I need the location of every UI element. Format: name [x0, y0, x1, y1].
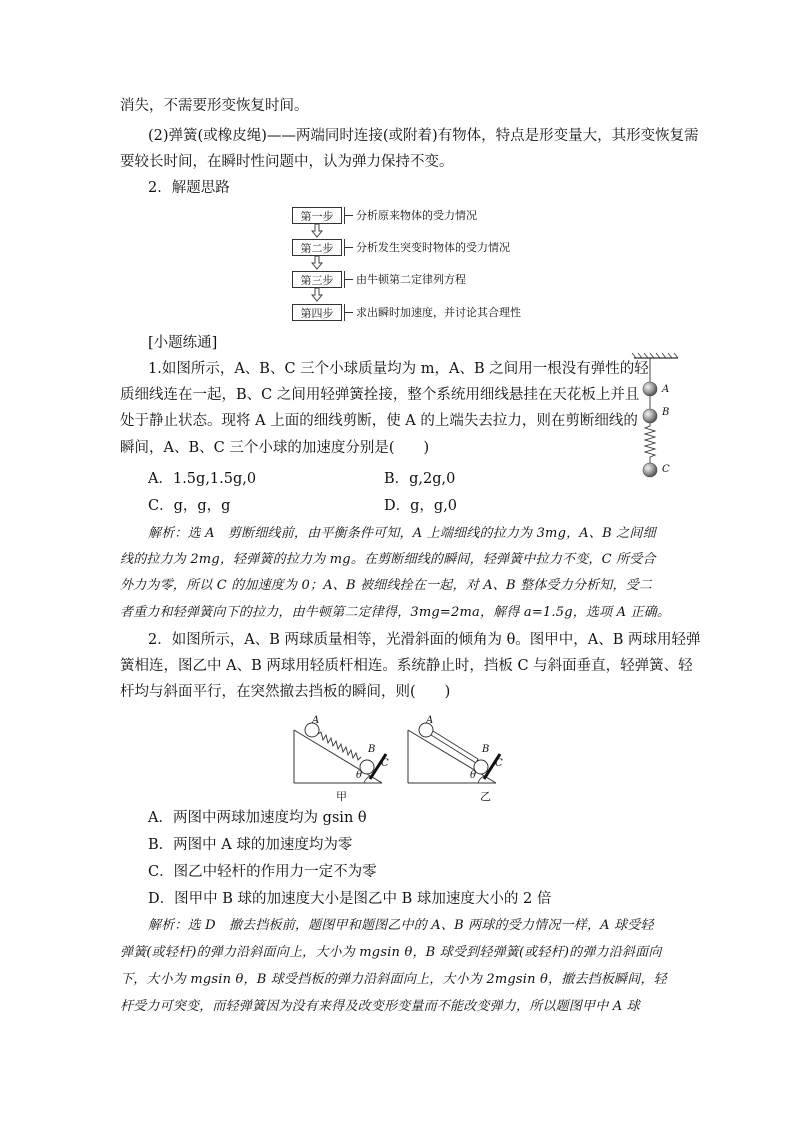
section-heading: 2．解题思路 [148, 180, 230, 196]
figure-label-b: B [368, 744, 376, 755]
down-arrow-icon [311, 256, 323, 270]
question-2-text: 2．如图所示，A、B 两球质量相等，光滑斜面的倾角为 θ。图甲中，A、B 两球用轻弹 [148, 632, 701, 648]
option-d: D．图甲中 B 球的加速度大小是图乙中 B 球加速度大小的 2 倍 [148, 891, 552, 907]
option-c: C．g，g，g [148, 498, 231, 514]
question-1-text: 瞬间，A、B、C 三个小球的加速度分别是( ) [120, 440, 430, 456]
flow-step-4: 第四步 [292, 304, 342, 321]
flow-step-1: 第一步 [292, 207, 342, 224]
analysis-text: 弹簧(或轻杆)的弹力沿斜面向上，大小为 mgsin θ，B 球受到轻弹簧(或轻杆)的弹力沿斜面向 [120, 945, 662, 960]
question-2-text: 簧相连，图乙中 A、B 两球用轻质杆相连。系统静止时，挡板 C 与斜面垂直，轻弹簧、轻 [120, 658, 693, 674]
flow-step-2: 第二步 [292, 239, 342, 256]
analysis-text: 杆受力可突变，而轻弹簧因为没有来得及改变形变量而不能改变弹力，所以题图甲中 A 球 [120, 999, 640, 1014]
down-arrow-icon [311, 288, 323, 302]
ball-label-b: B [662, 407, 670, 418]
question-1-text: 处于静止状态。现将 A 上面的细线剪断，使 A 的上端失去拉力，则在剪断细线的 [120, 413, 638, 429]
practice-header: [小题练通] [148, 335, 218, 351]
flow-step-3: 第三步 [292, 271, 342, 288]
flow-step-4-desc: 求出瞬时加速度，并讨论其合理性 [356, 306, 521, 319]
figure-label-a: A [312, 715, 320, 726]
figure-label-b: B [482, 744, 490, 755]
paragraph-text: 消失，不需要形变恢复时间。 [120, 98, 309, 114]
figure-caption-jia: 甲 [336, 790, 347, 803]
figure-label-theta: θ [470, 770, 477, 781]
figure-label-c: C [381, 758, 389, 769]
analysis-text: 解析：选 A 剪断细线前，由平衡条件可知，A 上端细线的拉力为 3mg，A、B 之间细 [148, 526, 656, 541]
down-arrow-icon [311, 224, 323, 238]
analysis-text: 线的拉力为 2mg，轻弹簧的拉力为 mg。在剪断细线的瞬间，轻弹簧中拉力不变，C 所受合 [120, 552, 656, 567]
figure-label-theta: θ [356, 770, 363, 781]
flow-step-2-desc: 分析发生突变时物体的受力情况 [356, 241, 510, 254]
option-a: A．1.5g,1.5g,0 [148, 471, 257, 487]
flow-step-1-desc: 分析原来物体的受力情况 [356, 209, 477, 222]
option-b: B．g,2g,0 [384, 471, 456, 487]
ball-label-c: C [662, 464, 670, 475]
flow-step-3-desc: 由牛顿第二定律列方程 [356, 273, 466, 286]
paragraph-text: (2)弹簧(或橡皮绳)——两端同时连接(或附着)有物体，特点是形变量大，其形变恢复需 [148, 128, 699, 144]
analysis-text: 者重力和轻弹簧向下的拉力，由牛顿第二定律得，3mg=2ma，解得 a=1.5g，选项 A 正确。 [120, 605, 671, 620]
question-1-text: 质细线连在一起，B、C 之间用轻弹簧拴接，整个系统用细线悬挂在天花板上并且 [120, 387, 640, 403]
incline-spring-figure [290, 710, 400, 786]
paragraph-text: 要较长时间，在瞬时性问题中，认为弹力保持不变。 [120, 154, 454, 170]
option-d: D．g，g,0 [384, 498, 458, 514]
solution-flowchart [292, 204, 542, 328]
incline-rod-figure [404, 710, 514, 786]
option-c: C．图乙中轻杆的作用力一定不为零 [148, 864, 377, 880]
analysis-text: 解析：选 D 撤去挡板前，题图甲和题图乙中的 A、B 两球的受力情况一样，A 球受轻 [148, 918, 654, 933]
hanging-balls-figure [628, 352, 684, 482]
option-a: A．两图中两球加速度均为 gsin θ [148, 810, 367, 826]
question-2-text: 杆均与斜面平行，在突然撤去挡板的瞬间，则( ) [120, 684, 451, 700]
figure-label-a: A [426, 715, 434, 726]
analysis-text: 外力为零，所以 C 的加速度为 0；A、B 被细线拴在一起，对 A、B 整体受力分析知，受二 [120, 578, 653, 593]
question-1-text: 1.如图所示，A、B、C 三个小球质量均为 m，A、B 之间用一根没有弹性的轻 [148, 361, 649, 377]
ball-label-a: A [662, 384, 670, 395]
figure-label-c: C [495, 758, 503, 769]
option-b: B．两图中 A 球的加速度均为零 [148, 837, 353, 853]
analysis-text: 下，大小为 mgsin θ，B 球受挡板的弹力沿斜面向上，大小为 2mgsin θ，撤去挡板瞬间，轻 [120, 972, 667, 987]
figure-caption-yi: 乙 [480, 790, 491, 803]
